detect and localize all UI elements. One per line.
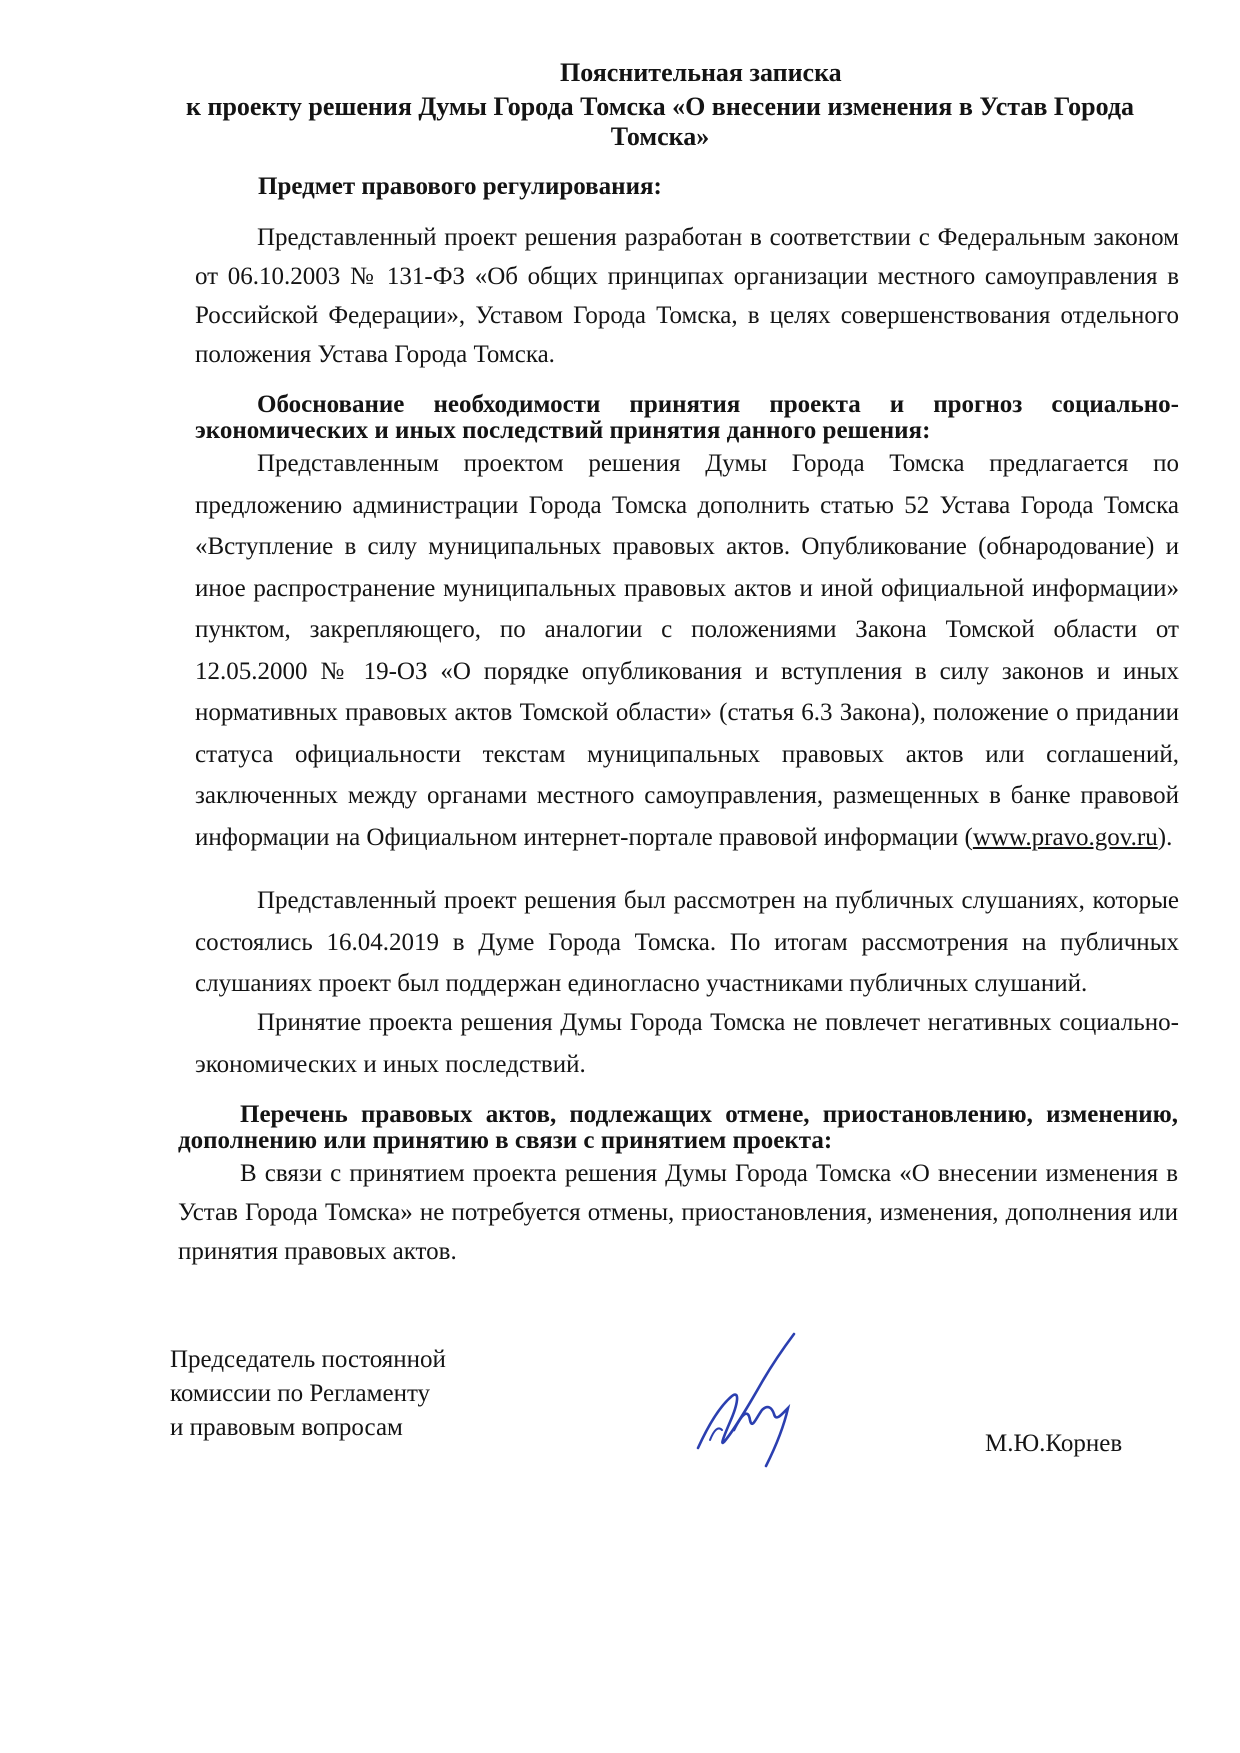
section-heading-legal-acts: Перечень правовых актов, подлежащих отмене, приостановлению, изменению, дополнению или принятию в связи с принятием проекта: (178, 1101, 1178, 1154)
paragraph-legal-acts: В связи с принятием проекта решения Думы Города Томска «О внесении изменения в Устав Города Томска» не потребуется отмены, приостановления, изменения, дополнения или принятия правовых актов. (178, 1160, 1178, 1265)
signature-stroke (698, 1334, 794, 1448)
signatory-position-line: и правовым вопросам (170, 1414, 403, 1441)
signatory-position-line: Председатель постоянной (170, 1346, 446, 1373)
paragraph-justification-text: Представленным проектом решения Думы Города Томска предлагается по предложению администрации Города Томска дополнить статью 52 Устава Города Томска «Вступление в силу муниципальных правовых актов. Опубликование (обнародование) и иное распространение муниципальных правовых актов и иной официальной информации» пунктом, закрепляющего, по аналогии с положениями Закона Томской области от 12.05.2000 № 19-ОЗ «О порядке опубликования и вступления в силу законов и иных нормативных правовых актов Томской области» (статья 6.3 Закона), положение о придании статуса официальности текстам муниципальных правовых актов или соглашений, заключенных между органами местного самоуправления, размещенных в банке правовой информации на Официальном интернет-портале правовой информации ( (195, 450, 1179, 851)
document-subtitle: к проекту решения Думы Города Томска «О внесении изменения в Устав Города Томска» (186, 92, 1134, 151)
paragraph-public-hearings: Представленный проект решения был рассмотрен на публичных слушаниях, которые состоялись 16.04.2019 в Думе Города Томска. По итогам рассмотрения на публичных слушаниях проект был поддержан единогласно участниками публичных слушаний. (195, 887, 1179, 997)
signature-stroke (734, 1407, 788, 1466)
handwritten-signature (690, 1330, 810, 1470)
section-heading-subject: Предмет правового регулирования: (258, 173, 662, 200)
signature-stroke (710, 1428, 722, 1440)
document-title: Пояснительная записка (560, 58, 842, 87)
signatory-name: М.Ю.Корнев (985, 1430, 1123, 1457)
paragraph-justification-end: ). (1157, 823, 1173, 851)
signatory-position-line: комиссии по Регламенту (170, 1380, 431, 1407)
section-heading-justification: Обоснование необходимости принятия проекта и прогноз социально-экономических и иных последствий принятия данного решения: (195, 391, 1179, 444)
pravo-link[interactable]: www.pravo.gov.ru (972, 823, 1158, 851)
signatory-position (170, 1343, 446, 1445)
paragraph-subject: Представленный проект решения разработан в соответствии с Федеральным законом от 06.10.2003 № 131-ФЗ «Об общих принципах организации местного самоуправления в Российской Федерации», Уставом Города Томска, в целях совершенствования отдельного положения Устава Города Томска. (195, 224, 1179, 368)
paragraph-no-consequences: Принятие проекта решения Думы Города Томска не повлечет негативных социально-экономических и иных последствий. (195, 1009, 1179, 1078)
paragraph-justification (195, 443, 1179, 858)
